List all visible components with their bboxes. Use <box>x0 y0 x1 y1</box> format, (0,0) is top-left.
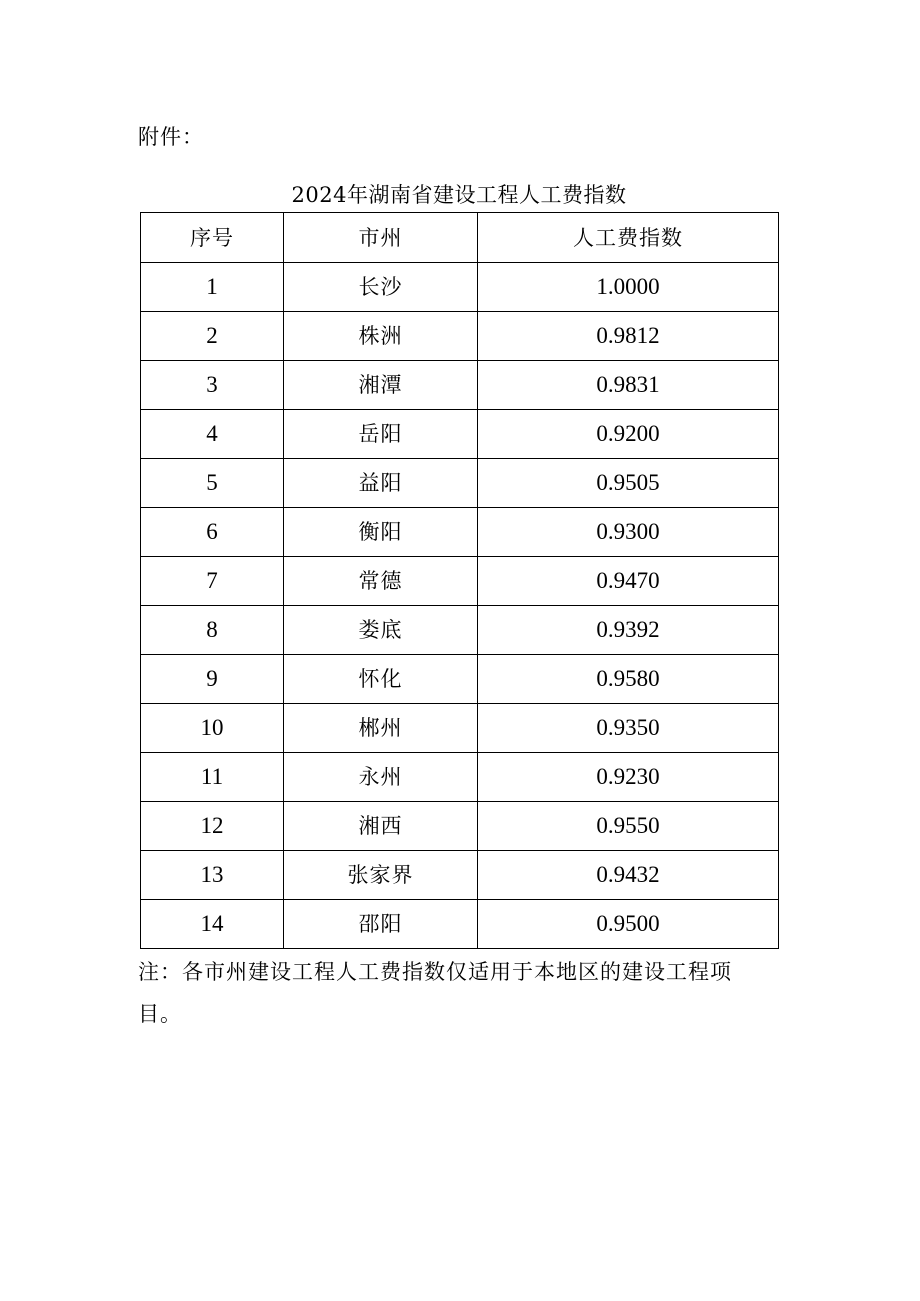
table-row <box>141 900 779 949</box>
index-cell: 0.9812 <box>478 312 779 361</box>
footnote: 注：各市州建设工程人工费指数仅适用于本地区的建设工程项目。 <box>138 960 732 1026</box>
attachment-label: 附件： <box>138 125 204 149</box>
index-cell: 1.0000 <box>478 263 779 312</box>
serial-cell: 11 <box>141 753 284 802</box>
index-cell: 0.9500 <box>478 900 779 949</box>
serial-cell: 5 <box>141 459 284 508</box>
index-cell: 0.9470 <box>478 557 779 606</box>
table-row <box>141 263 779 312</box>
serial-cell: 12 <box>141 802 284 851</box>
serial-cell: 13 <box>141 851 284 900</box>
column-header-city: 市州 <box>284 213 478 263</box>
table-row <box>141 704 779 753</box>
document-title: 2024年湖南省建设工程人工费指数 <box>291 183 627 207</box>
table-row <box>141 410 779 459</box>
serial-cell: 8 <box>141 606 284 655</box>
city-cell: 长沙 <box>284 263 478 312</box>
city-cell: 湘潭 <box>284 361 478 410</box>
table-row <box>141 851 779 900</box>
city-cell: 常德 <box>284 557 478 606</box>
serial-cell: 4 <box>141 410 284 459</box>
index-cell: 0.9550 <box>478 802 779 851</box>
table-row <box>141 753 779 802</box>
table-row <box>141 802 779 851</box>
city-cell: 衡阳 <box>284 508 478 557</box>
city-cell: 岳阳 <box>284 410 478 459</box>
city-cell: 湘西 <box>284 802 478 851</box>
city-cell: 邵阳 <box>284 900 478 949</box>
serial-cell: 2 <box>141 312 284 361</box>
index-cell: 0.9505 <box>478 459 779 508</box>
table-row <box>141 312 779 361</box>
serial-cell: 10 <box>141 704 284 753</box>
table-row <box>141 557 779 606</box>
index-cell: 0.9392 <box>478 606 779 655</box>
serial-cell: 6 <box>141 508 284 557</box>
table-row <box>141 361 779 410</box>
city-cell: 株洲 <box>284 312 478 361</box>
index-cell: 0.9300 <box>478 508 779 557</box>
table-row <box>141 655 779 704</box>
index-cell: 0.9350 <box>478 704 779 753</box>
index-cell: 0.9831 <box>478 361 779 410</box>
index-cell: 0.9580 <box>478 655 779 704</box>
column-header-serial: 序号 <box>141 213 284 263</box>
city-cell: 郴州 <box>284 704 478 753</box>
index-cell: 0.9230 <box>478 753 779 802</box>
serial-cell: 1 <box>141 263 284 312</box>
labor-cost-index-table <box>140 212 779 949</box>
serial-cell: 14 <box>141 900 284 949</box>
city-cell: 张家界 <box>284 851 478 900</box>
column-header-index: 人工费指数 <box>478 213 779 263</box>
serial-cell: 3 <box>141 361 284 410</box>
serial-cell: 7 <box>141 557 284 606</box>
index-cell: 0.9200 <box>478 410 779 459</box>
city-cell: 益阳 <box>284 459 478 508</box>
city-cell: 娄底 <box>284 606 478 655</box>
index-cell: 0.9432 <box>478 851 779 900</box>
table-row <box>141 606 779 655</box>
table-header-row <box>141 213 779 263</box>
city-cell: 怀化 <box>284 655 478 704</box>
city-cell: 永州 <box>284 753 478 802</box>
table-row <box>141 459 779 508</box>
serial-cell: 9 <box>141 655 284 704</box>
table-row <box>141 508 779 557</box>
